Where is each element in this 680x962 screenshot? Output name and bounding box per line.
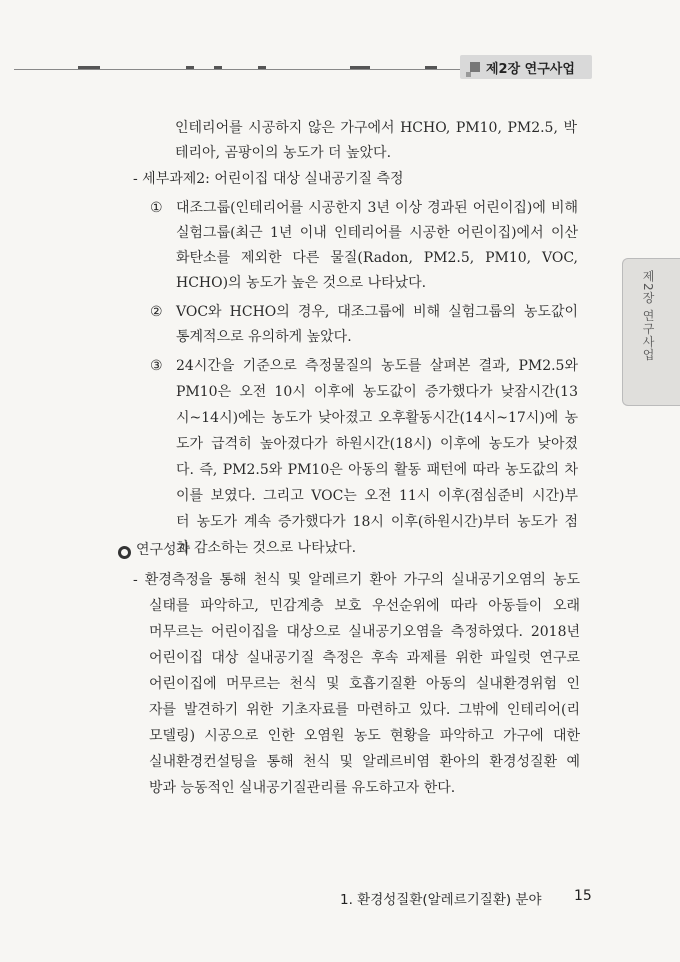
item3-line: 시~14시)에는 농도가 낮아졌고 오후활동시간(14시~17시)에 농 [176, 410, 578, 426]
header-dash [258, 66, 266, 69]
item3-line: 도가 급격히 높아졌다가 하원시간(18시) 이후에 농도가 낮아졌 [176, 436, 578, 452]
header-dash [350, 66, 370, 69]
results-line: 어린이집에 머무르는 천식 및 호흡기질환 아동의 실내환경위험 인 [149, 676, 580, 692]
section-title: 연구성과 [136, 542, 191, 558]
results-line: 어린이집 대상 실내공기질 측정은 후속 과제를 위한 파일럿 연구로 [149, 650, 580, 666]
results-line: 모델링) 시공으로 인한 오염원 농도 현황을 파악하고 가구에 대한 [149, 728, 580, 744]
results-line: - 환경측정을 통해 천식 및 알레르기 환아 가구의 실내공기오염의 농도 [133, 572, 580, 588]
header-rule [14, 69, 464, 70]
header-dash [78, 66, 100, 69]
section-bullet-icon [118, 546, 131, 559]
item-marker: ① [150, 200, 163, 216]
item1-line: HCHO)의 농도가 높은 것으로 나타났다. [176, 275, 427, 291]
chapter-title: 제2장 연구사업 [486, 62, 575, 77]
item3-line: 다. 즉, PM2.5와 PM10은 아동의 활동 패턴에 따라 농도값의 차 [176, 462, 578, 478]
results-line: 자를 발견하기 위한 기초자료를 마련하고 있다. 그밖에 인테리어(리 [149, 702, 580, 718]
page-number: 15 [574, 888, 592, 904]
side-chapter-tab-label: 제2장 연구사업 [641, 270, 655, 362]
results-line: 방과 능동적인 실내공기질관리를 유도하고자 한다. [149, 780, 456, 796]
footer-section-name: 1. 환경성질환(알레르기질환) 분야 [340, 892, 542, 908]
intro-line: 테리아, 곰팡이의 농도가 더 높았다. [175, 145, 392, 161]
header-dash [186, 66, 194, 69]
item3-line: 이를 보였다. 그리고 VOC는 오전 11시 이후(점심준비 시간)부 [176, 488, 578, 504]
header-dash [214, 66, 222, 69]
square-bullet-icon [470, 62, 480, 72]
item1-line: 실험그룹(최근 1년 이내 인테리어를 시공한 어린이집)에서 이산 [176, 225, 578, 241]
sub-task-heading: - 세부과제2: 어린이집 대상 실내공기질 측정 [133, 171, 404, 187]
item1-line: 화탄소를 제외한 다른 물질(Radon, PM2.5, PM10, VOC, [176, 250, 578, 266]
item2-line: 통계적으로 유의하게 높았다. [176, 329, 352, 345]
results-line: 실태를 파악하고, 민감계층 보호 우선순위에 따라 아동들이 오래 [149, 598, 580, 614]
results-line: 머무르는 어린이집을 대상으로 실내공기오염을 측정하였다. 2018년 [149, 624, 580, 640]
item3-line: 터 농도가 계속 증가했다가 18시 이후(하원시간)부터 농도가 점 [176, 514, 578, 530]
item3-line: 차 감소하는 것으로 나타났다. [176, 540, 357, 556]
header-dash [425, 66, 437, 69]
item2-line: VOC와 HCHO의 경우, 대조그룹에 비해 실험그룹의 농도값이 [176, 304, 578, 320]
square-bullet-small-icon [466, 72, 471, 77]
intro-line: 인테리어를 시공하지 않은 가구에서 HCHO, PM10, PM2.5, 박 [175, 120, 577, 136]
item3-line: 24시간을 기준으로 측정물질의 농도를 살펴본 결과, PM2.5와 [176, 358, 578, 374]
item-marker: ② [150, 304, 163, 320]
results-line: 실내환경컨설팅을 통해 천식 및 알레르비염 환아의 환경성질환 예 [149, 754, 580, 770]
item3-line: PM10은 오전 10시 이후에 농도값이 증가했다가 낮잠시간(13 [176, 384, 578, 400]
item1-line: 대조그룹(인테리어를 시공한지 3년 이상 경과된 어린이집)에 비해 [176, 200, 578, 216]
item-marker: ③ [150, 358, 163, 374]
